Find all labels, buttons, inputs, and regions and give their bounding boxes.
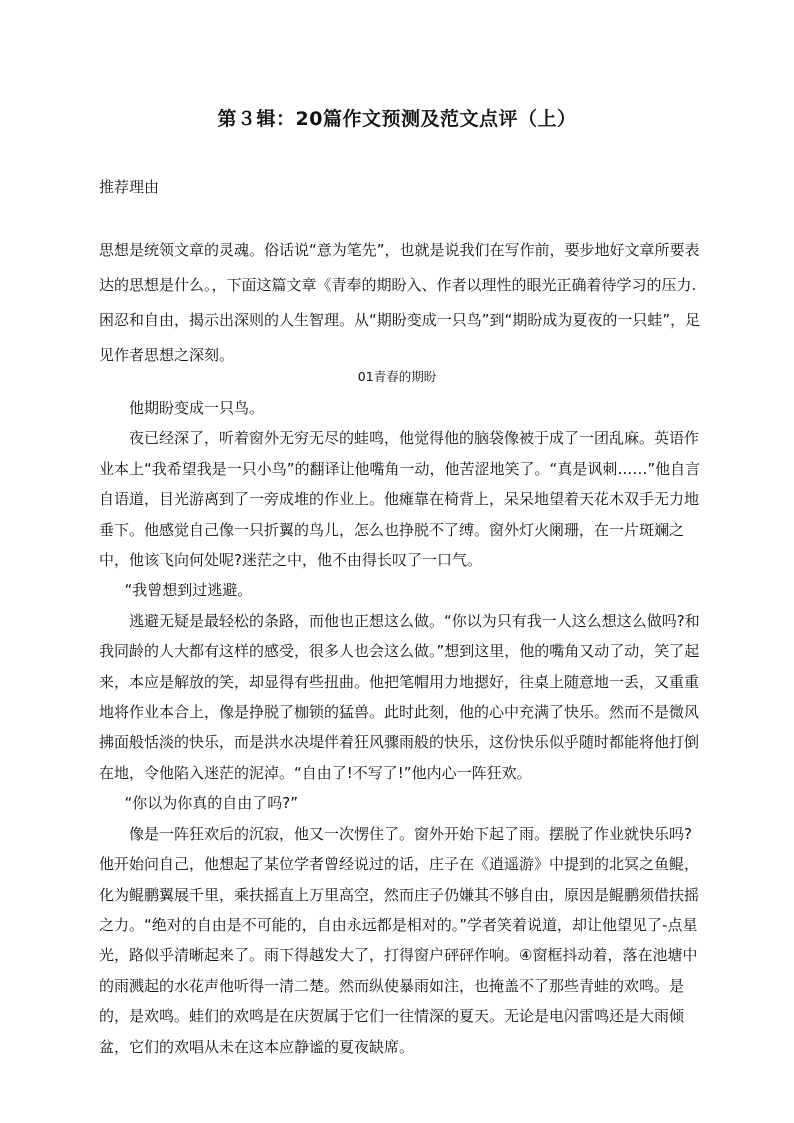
section-heading: 推荐理由 xyxy=(99,178,160,196)
essay-paragraph: “你以为你真的自由了吗?” xyxy=(124,794,299,813)
essay-body xyxy=(99,393,705,1062)
essay-paragraph: 像是一阵狂欢后的沉寂，他又一次愣住了。窗外开始下起了雨。摆脱了作业就快乐吗?他开始问自己，他想起了某位学者曾经说过的话，庄子在《逍遥游》中提到的北冥之鱼鲲，化为鲲鹏翼展千里，乘扶摇直上万里高空，然而庄子仍嫌其不够自由，原因是鲲鹏须借扶摇之力。“绝对的自由是不可能的，自由永远都是相对的。”学者笑着说道，却让他望见了-点星光，路似乎清晰起来了。雨下得越发大了，打得窗户砰砰作响。④窗框抖动着，落在池塘中的雨溅起的水花声他听得一清二楚。然而纵使暴雨如注，也掩盖不了那些青蛙的欢鸣。是的，是欢鸣。蛙们的欢鸣是在庆贺属于它们一往情深的夏天。无论是电闪雷鸣还是大雨倾盆，它们的欢唱从未在这本应静谧的夏夜缺席。 xyxy=(99,824,700,1056)
essay-paragraph: “我曾想到过逃避。 xyxy=(124,581,253,600)
intro-paragraph: 思想是统领文章的灵魂。俗话说“意为笔先”，也就是说我们在写作前，要步地好文章所要表达的思想是什么。，下面这篇文章《青奉的期盼入、作者以理性的眼光正确着待学习的压力.困忍和自由，揭示出深则的人生智理。从“期盼变成一只鸟”到“期盼成为夏夜的一只蛙”，足见作者思想之深刻。 xyxy=(99,241,701,364)
essay-paragraph: 逃避无疑是最轻松的条路，而他也正想这么做。“你以为只有我一人这么想这么做吗?和我同龄的人大都有这样的感受，很多人也会这么做。”想到这里，他的嘴角又动了动，笑了起来，本应是解放的笑，却显得有些扭曲。他把笔帽用力地摁好，往桌上随意地一丢，又重重地将作业本合上，像是挣脱了枷锁的猛兽。此时此刻，他的心中充满了快乐。然而不是微风拂面般恬淡的快乐，而是洪水决堤伴着狂风骤雨般的快乐，这份快乐似乎随时都能将他打倒在地，令他陷入迷茫的泥淖。“自由了!不写了!”他内心一阵狂欢。 xyxy=(99,611,700,782)
essay-title: 01青春的期盼 xyxy=(357,369,437,384)
essay-paragraph: 夜已经深了，听着窗外无穷无尽的蛙鸣，他觉得他的脑袋像被于成了一团乱麻。英语作业本上“我希望我是一只小鸟”的翻译让他嘴角一动，他苦涩地笑了。“真是讽刺……”他自言自语道，目光游离到了一旁成堆的作业上。他瘫靠在椅背上，呆呆地望着天花木双手无力地垂下。他感觉自己像一只折翼的鸟儿，怎么也挣脱不了缚。窗外灯火阑珊，在一片斑斓之中，他该飞向何处呢?迷茫之中，他不由得长叹了一口气。 xyxy=(99,429,701,570)
document-title: 第３辑：20篇作文预测及范文点评（上） xyxy=(217,108,577,130)
essay-paragraph: 他期盼变成一只鸟。 xyxy=(129,399,265,417)
